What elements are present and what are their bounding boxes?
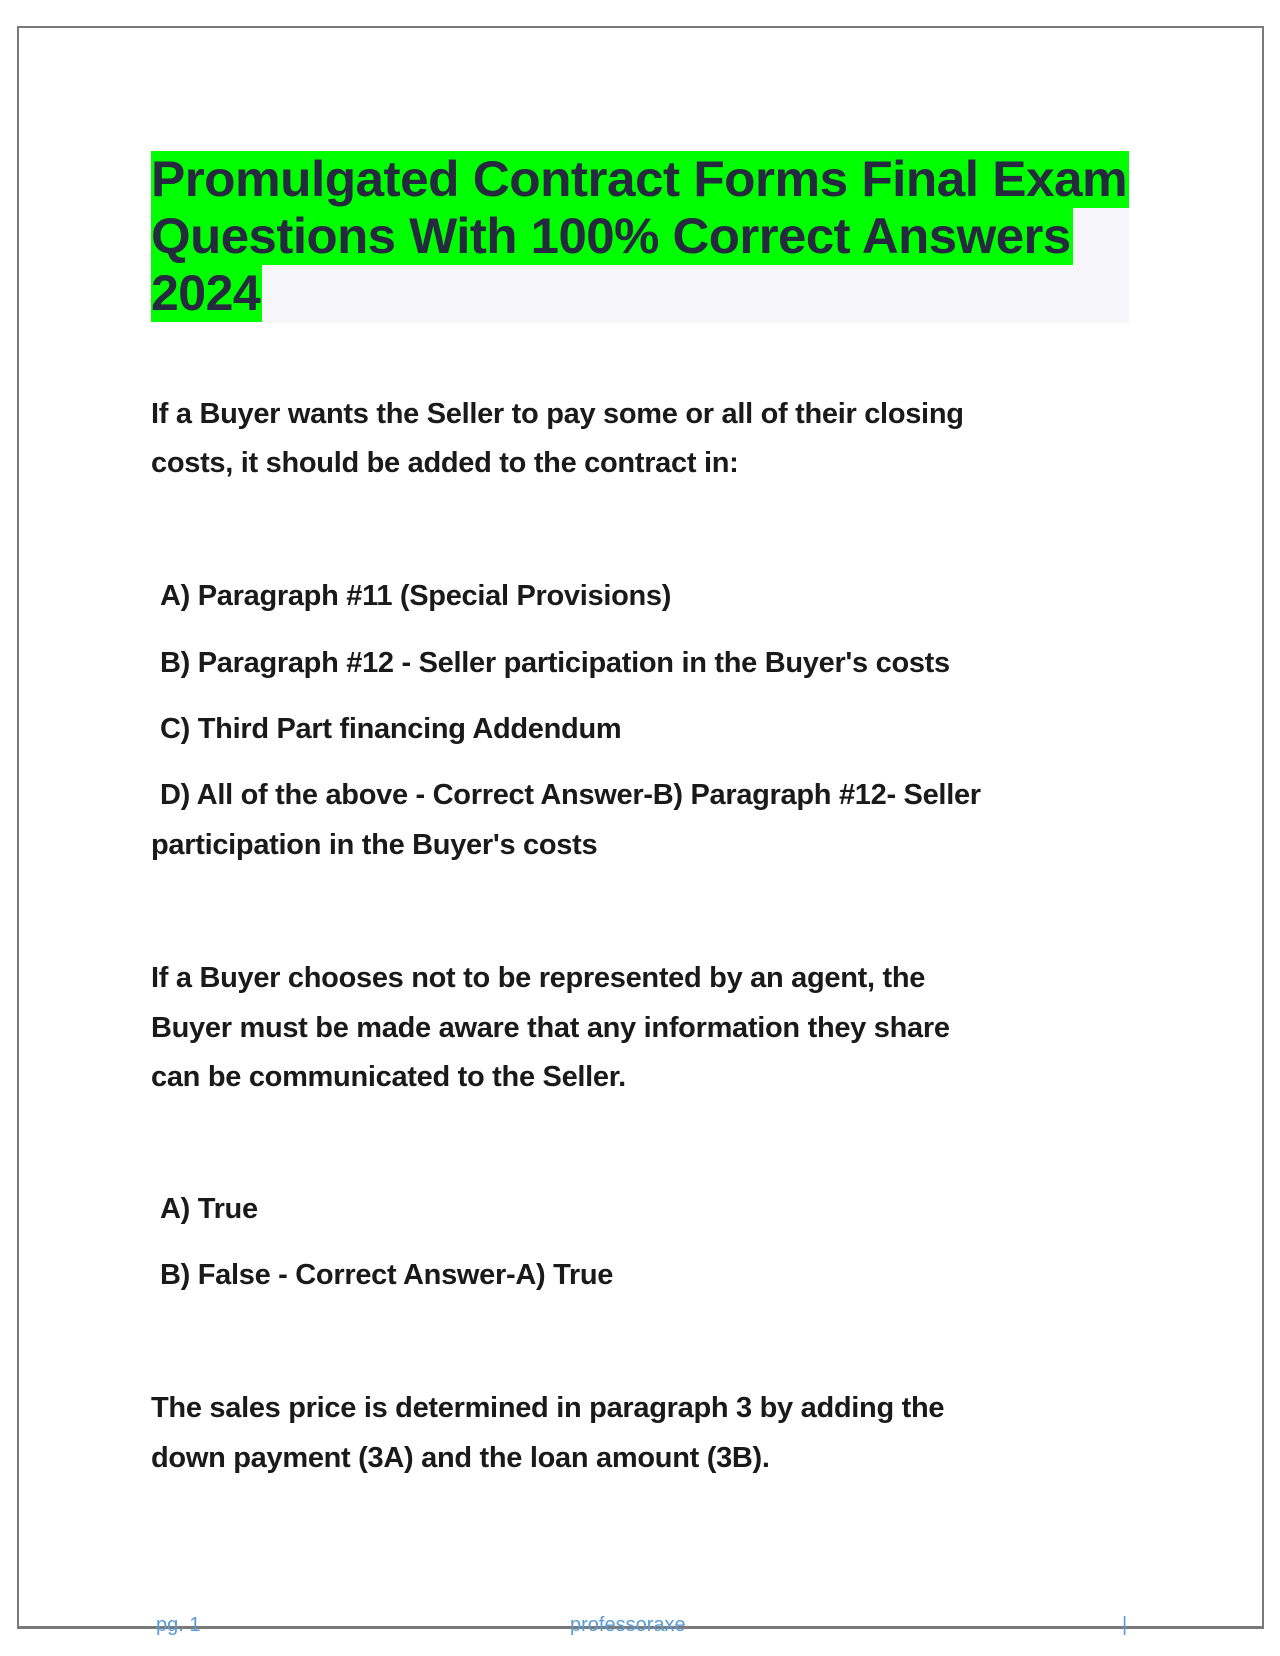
question-2-option-a: A) True bbox=[160, 1193, 258, 1225]
title-line-3: 2024 bbox=[151, 265, 261, 321]
question-1-text: If a Buyer wants the Seller to pay some or all of their closing bbox=[151, 398, 964, 430]
title-line-1: Promulgated Contract Forms Final Exam bbox=[151, 151, 1128, 207]
question-1-answer: participation in the Buyer's costs bbox=[151, 829, 598, 861]
title-line-2: Questions With 100% Correct Answers bbox=[151, 208, 1073, 265]
question-2-text: If a Buyer chooses not to be represented by an agent, the bbox=[151, 962, 926, 994]
question-2-option-b: B) False - Correct Answer-A) True bbox=[160, 1259, 614, 1291]
question-1-text: costs, it should be added to the contract in: bbox=[151, 447, 739, 479]
question-1-option-c: C) Third Part financing Addendum bbox=[160, 713, 622, 745]
question-2-text: Buyer must be made aware that any information they share bbox=[151, 1012, 950, 1044]
question-1-option-d: D) All of the above - Correct Answer-B) Paragraph #12- Seller bbox=[160, 779, 981, 811]
document-title bbox=[151, 151, 1129, 323]
question-1-option-b: B) Paragraph #12 - Seller participation in the Buyer's costs bbox=[160, 647, 950, 679]
question-3-text: down payment (3A) and the loan amount (3B). bbox=[151, 1442, 770, 1474]
footer-separator: | bbox=[1122, 1614, 1128, 1636]
question-1-option-a: A) Paragraph #11 (Special Provisions) bbox=[160, 580, 672, 612]
footer-author: professoraxe bbox=[570, 1614, 686, 1636]
question-3-text: The sales price is determined in paragraph 3 by adding the bbox=[151, 1392, 945, 1424]
footer-page-number: pg. 1 bbox=[156, 1614, 201, 1636]
question-2-text: can be communicated to the Seller. bbox=[151, 1061, 626, 1093]
